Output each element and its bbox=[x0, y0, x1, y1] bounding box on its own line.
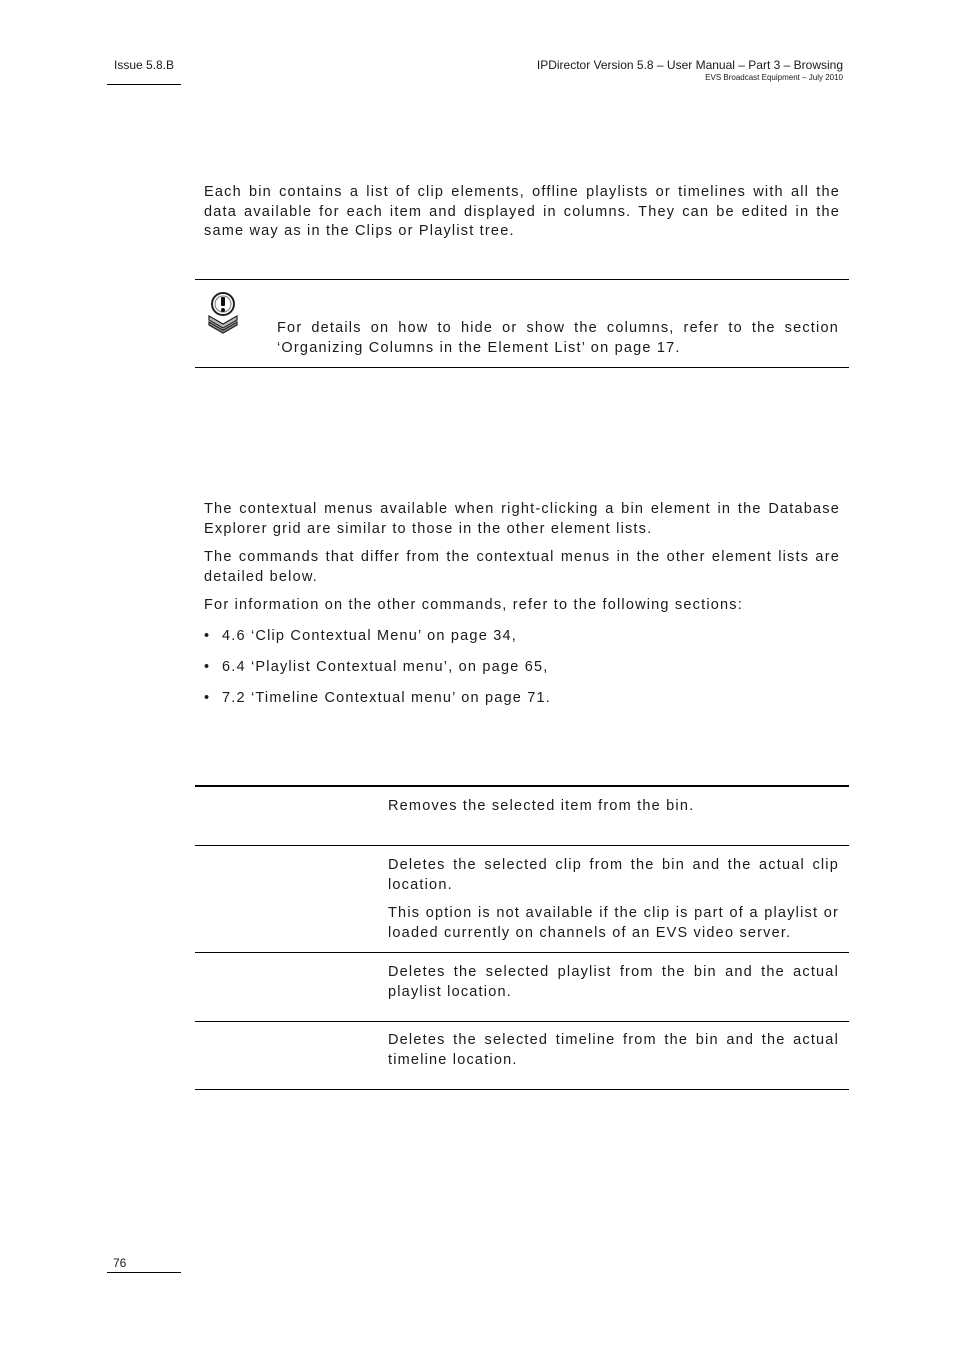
row-description: Deletes the selected clip from the bin and the actual clip location. bbox=[388, 857, 839, 893]
note-bottom-rule bbox=[195, 367, 849, 368]
note-top-rule bbox=[195, 279, 849, 280]
intro-paragraph: Each bin contains a list of clip elements, offline playlists or timelines with all the data available for each item and displayed in columns. They can be edited in the same way as in the Clips or Playlist tree. bbox=[204, 184, 840, 239]
table-row-divider bbox=[195, 952, 849, 953]
page-number: 76 bbox=[113, 1256, 127, 1270]
row-description: Deletes the selected playlist from the bin and the actual playlist location. bbox=[388, 964, 839, 1000]
list-item: • 7.2 ‘Timeline Contextual menu’ on page 71. bbox=[204, 689, 551, 720]
row-description: Removes the selected item from the bin. bbox=[388, 798, 695, 814]
row-description: Deletes the selected timeline from the bin and the actual timeline location. bbox=[388, 1032, 839, 1068]
note-icon bbox=[206, 291, 240, 335]
contextual-paragraph-1: The contextual menus available when right-clicking a bin element in the Database Explorer grid are similar to those in the other element lists. bbox=[204, 501, 840, 537]
table-row bbox=[388, 856, 839, 952]
table-row-divider bbox=[195, 845, 849, 846]
contextual-paragraph-3: For information on the other commands, refer to the following sections: bbox=[204, 597, 743, 613]
header-rule bbox=[107, 84, 181, 85]
note-text: For details on how to hide or show the columns, refer to the section ‘Organizing Columns in the Element List’ on page 17. bbox=[277, 320, 839, 356]
list-item: • 6.4 ‘Playlist Contextual menu’, on page 65, bbox=[204, 658, 551, 689]
table-row-divider bbox=[195, 1021, 849, 1022]
section-reference-list bbox=[204, 627, 551, 720]
issue-label: Issue 5.8.B bbox=[114, 58, 175, 72]
contextual-paragraph-2: The commands that differ from the contextual menus in the other element lists are detailed below. bbox=[204, 549, 840, 585]
row-description: This option is not available if the clip is part of a playlist or loaded currently on channels of an EVS video server. bbox=[388, 905, 839, 941]
header-title-block bbox=[537, 58, 843, 82]
document-subtitle: EVS Broadcast Equipment – July 2010 bbox=[705, 73, 843, 82]
document-title: IPDirector Version 5.8 – User Manual – Part 3 – Browsing bbox=[536, 58, 843, 72]
footer-rule bbox=[107, 1272, 181, 1273]
table-row bbox=[388, 1031, 839, 1079]
table-top-rule bbox=[195, 785, 849, 787]
table-row bbox=[388, 963, 839, 1011]
table-bottom-rule bbox=[195, 1089, 849, 1090]
table-row bbox=[388, 797, 839, 826]
list-item: • 4.6 ‘Clip Contextual Menu’ on page 34, bbox=[204, 627, 551, 658]
